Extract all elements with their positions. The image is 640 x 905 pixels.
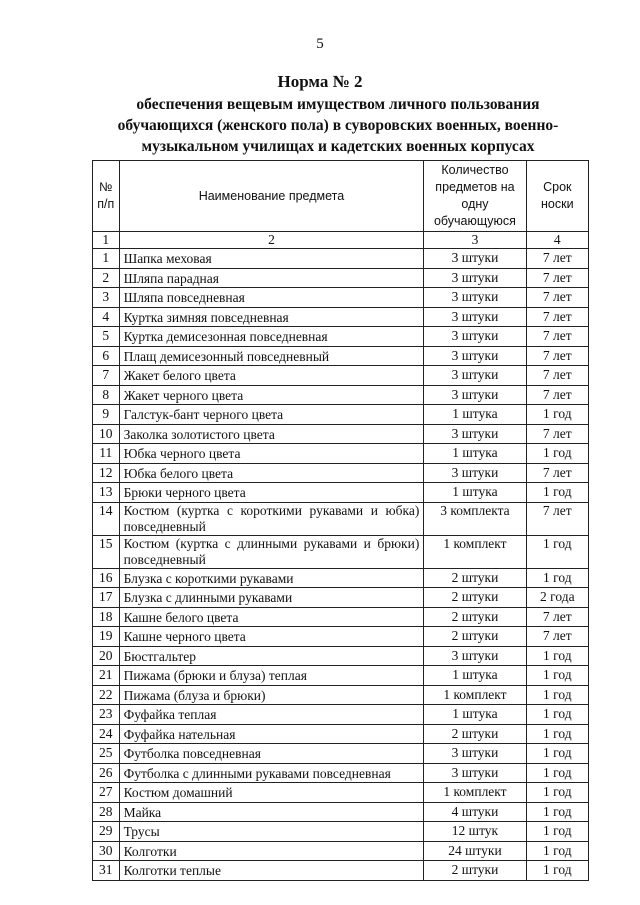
row-num-cell: 8: [93, 385, 120, 405]
table-row: [93, 288, 589, 308]
row-qty-cell: 2 штуки: [424, 627, 526, 647]
row-name-cell: Пижама (брюки и блуза) теплая: [119, 666, 424, 686]
row-term-cell: 1 год: [526, 802, 588, 822]
row-qty-cell: 1 штука: [424, 444, 526, 464]
row-qty-cell: 12 штук: [424, 822, 526, 842]
row-qty-cell: 1 штука: [424, 705, 526, 725]
row-qty-cell: 2 штуки: [424, 861, 526, 881]
row-num-cell: 19: [93, 627, 120, 647]
row-term-cell: 1 год: [526, 685, 588, 705]
row-num-cell: 5: [93, 327, 120, 347]
row-name-cell: Колготки: [119, 841, 424, 861]
table-row: [93, 666, 589, 686]
index-cell: 3: [424, 232, 526, 249]
table-row: [93, 405, 589, 425]
row-name-cell: Шляпа повседневная: [119, 288, 424, 308]
row-qty-cell: 2 штуки: [424, 724, 526, 744]
table-header-row: [93, 161, 589, 232]
table-row: [93, 424, 589, 444]
row-num-cell: 24: [93, 724, 120, 744]
row-qty-cell: 2 штуки: [424, 607, 526, 627]
row-name-cell: Куртка зимняя повседневная: [119, 307, 424, 327]
row-qty-cell: 3 штуки: [424, 307, 526, 327]
row-name-cell: Жакет черного цвета: [119, 385, 424, 405]
header-term: Срок носки: [526, 161, 588, 232]
row-name-cell: Юбка черного цвета: [119, 444, 424, 464]
row-term-cell: 1 год: [526, 783, 588, 803]
row-name-cell: Пижама (блуза и брюки): [119, 685, 424, 705]
row-num-cell: 15: [93, 535, 120, 568]
row-term-cell: 1 год: [526, 666, 588, 686]
row-num-cell: 2: [93, 268, 120, 288]
column-index-row: [93, 232, 589, 249]
row-name-cell: Заколка золотистого цвета: [119, 424, 424, 444]
row-num-cell: 11: [93, 444, 120, 464]
row-name-cell: Колготки теплые: [119, 861, 424, 881]
row-name-cell: Костюм (куртка с длинными рукавами и брюки) повседневный: [119, 535, 424, 568]
row-num-cell: 21: [93, 666, 120, 686]
row-qty-cell: 4 штуки: [424, 802, 526, 822]
row-num-cell: 30: [93, 841, 120, 861]
table-row: [93, 783, 589, 803]
row-qty-cell: 3 штуки: [424, 744, 526, 764]
row-num-cell: 14: [93, 502, 120, 535]
row-qty-cell: 2 штуки: [424, 588, 526, 608]
row-term-cell: 2 года: [526, 588, 588, 608]
table-row: [93, 346, 589, 366]
row-qty-cell: 3 комплекта: [424, 502, 526, 535]
index-cell: 2: [119, 232, 424, 249]
row-term-cell: 7 лет: [526, 463, 588, 483]
row-term-cell: 7 лет: [526, 249, 588, 269]
table-row: [93, 724, 589, 744]
row-num-cell: 27: [93, 783, 120, 803]
row-qty-cell: 3 штуки: [424, 763, 526, 783]
row-name-cell: Галстук-бант черного цвета: [119, 405, 424, 425]
table-row: [93, 685, 589, 705]
row-term-cell: 1 год: [526, 724, 588, 744]
row-qty-cell: 1 комплект: [424, 685, 526, 705]
row-num-cell: 18: [93, 607, 120, 627]
row-num-cell: 22: [93, 685, 120, 705]
row-qty-cell: 3 штуки: [424, 327, 526, 347]
header-qty: Количество предметов на одну обучающуюся: [424, 161, 526, 232]
row-num-cell: 7: [93, 366, 120, 386]
row-num-cell: 6: [93, 346, 120, 366]
table-row: [93, 535, 589, 568]
row-num-cell: 16: [93, 568, 120, 588]
row-term-cell: 1 год: [526, 483, 588, 503]
row-num-cell: 20: [93, 646, 120, 666]
row-num-cell: 10: [93, 424, 120, 444]
row-term-cell: 7 лет: [526, 627, 588, 647]
row-num-cell: 4: [93, 307, 120, 327]
table-row: [93, 802, 589, 822]
row-qty-cell: 1 штука: [424, 666, 526, 686]
row-name-cell: Жакет белого цвета: [119, 366, 424, 386]
header-name: Наименование предмета: [119, 161, 424, 232]
row-term-cell: 1 год: [526, 646, 588, 666]
row-name-cell: Блузка с короткими рукавами: [119, 568, 424, 588]
norm-table: [92, 160, 589, 881]
document-subtitle: обеспечения вещевым имуществом личного пользования обучающихся (женского пола) в суворовских военных, военно-музыкальном училищах и кадетских военных корпусах: [117, 96, 559, 155]
table-row: [93, 744, 589, 764]
row-name-cell: Фуфайка теплая: [119, 705, 424, 725]
page-number: 5: [316, 36, 324, 52]
row-term-cell: 1 год: [526, 705, 588, 725]
row-num-cell: 29: [93, 822, 120, 842]
row-term-cell: 1 год: [526, 444, 588, 464]
row-qty-cell: 3 штуки: [424, 366, 526, 386]
row-term-cell: 1 год: [526, 535, 588, 568]
row-term-cell: 7 лет: [526, 366, 588, 386]
row-num-cell: 9: [93, 405, 120, 425]
row-qty-cell: 3 штуки: [424, 268, 526, 288]
row-qty-cell: 1 штука: [424, 405, 526, 425]
table-row: [93, 307, 589, 327]
row-term-cell: 1 год: [526, 841, 588, 861]
row-term-cell: 1 год: [526, 744, 588, 764]
row-num-cell: 13: [93, 483, 120, 503]
row-name-cell: Футболка с длинными рукавами повседневная: [119, 763, 424, 783]
row-term-cell: 7 лет: [526, 327, 588, 347]
row-num-cell: 26: [93, 763, 120, 783]
row-qty-cell: 1 комплект: [424, 535, 526, 568]
row-num-cell: 31: [93, 861, 120, 881]
row-term-cell: 1 год: [526, 822, 588, 842]
row-qty-cell: 1 комплект: [424, 783, 526, 803]
row-name-cell: Блузка с длинными рукавами: [119, 588, 424, 608]
row-term-cell: 1 год: [526, 405, 588, 425]
row-term-cell: 1 год: [526, 861, 588, 881]
row-name-cell: Бюстгальтер: [119, 646, 424, 666]
table-row: [93, 463, 589, 483]
row-name-cell: Костюм (куртка с короткими рукавами и юбка) повседневный: [119, 502, 424, 535]
row-name-cell: Юбка белого цвета: [119, 463, 424, 483]
header-num: № п/п: [93, 161, 120, 232]
table-row: [93, 249, 589, 269]
row-name-cell: Костюм домашний: [119, 783, 424, 803]
row-num-cell: 23: [93, 705, 120, 725]
row-name-cell: Шапка меховая: [119, 249, 424, 269]
row-qty-cell: 3 штуки: [424, 346, 526, 366]
row-qty-cell: 3 штуки: [424, 646, 526, 666]
table-row: [93, 502, 589, 535]
table-row: [93, 385, 589, 405]
row-name-cell: Кашне черного цвета: [119, 627, 424, 647]
table-row: [93, 483, 589, 503]
row-name-cell: Трусы: [119, 822, 424, 842]
row-num-cell: 3: [93, 288, 120, 308]
row-qty-cell: 3 штуки: [424, 424, 526, 444]
table-row: [93, 568, 589, 588]
row-name-cell: Футболка повседневная: [119, 744, 424, 764]
row-term-cell: 7 лет: [526, 268, 588, 288]
row-term-cell: 7 лет: [526, 385, 588, 405]
row-num-cell: 28: [93, 802, 120, 822]
row-name-cell: Брюки черного цвета: [119, 483, 424, 503]
table-row: [93, 444, 589, 464]
row-num-cell: 12: [93, 463, 120, 483]
row-name-cell: Кашне белого цвета: [119, 607, 424, 627]
row-term-cell: 7 лет: [526, 346, 588, 366]
row-term-cell: 7 лет: [526, 607, 588, 627]
row-term-cell: 7 лет: [526, 307, 588, 327]
row-qty-cell: 2 штуки: [424, 568, 526, 588]
index-cell: 4: [526, 232, 588, 249]
index-cell: 1: [93, 232, 120, 249]
row-qty-cell: 3 штуки: [424, 249, 526, 269]
row-qty-cell: 24 штуки: [424, 841, 526, 861]
row-qty-cell: 3 штуки: [424, 385, 526, 405]
row-num-cell: 1: [93, 249, 120, 269]
document-title: Норма № 2: [277, 72, 363, 91]
table-row: [93, 607, 589, 627]
table-row: [93, 822, 589, 842]
table-row: [93, 268, 589, 288]
table-row: [93, 763, 589, 783]
row-term-cell: 7 лет: [526, 288, 588, 308]
table-row: [93, 588, 589, 608]
row-term-cell: 7 лет: [526, 424, 588, 444]
table-row: [93, 366, 589, 386]
row-qty-cell: 1 штука: [424, 483, 526, 503]
table-row: [93, 627, 589, 647]
table-row: [93, 705, 589, 725]
table-row: [93, 327, 589, 347]
row-name-cell: Шляпа парадная: [119, 268, 424, 288]
row-term-cell: 1 год: [526, 763, 588, 783]
table-row: [93, 646, 589, 666]
row-term-cell: 1 год: [526, 568, 588, 588]
table-row: [93, 861, 589, 881]
row-num-cell: 25: [93, 744, 120, 764]
row-name-cell: Плащ демисезонный повседневный: [119, 346, 424, 366]
row-num-cell: 17: [93, 588, 120, 608]
row-name-cell: Майка: [119, 802, 424, 822]
row-name-cell: Куртка демисезонная повседневная: [119, 327, 424, 347]
row-qty-cell: 3 штуки: [424, 288, 526, 308]
row-name-cell: Фуфайка нательная: [119, 724, 424, 744]
row-qty-cell: 3 штуки: [424, 463, 526, 483]
table-row: [93, 841, 589, 861]
row-term-cell: 7 лет: [526, 502, 588, 535]
